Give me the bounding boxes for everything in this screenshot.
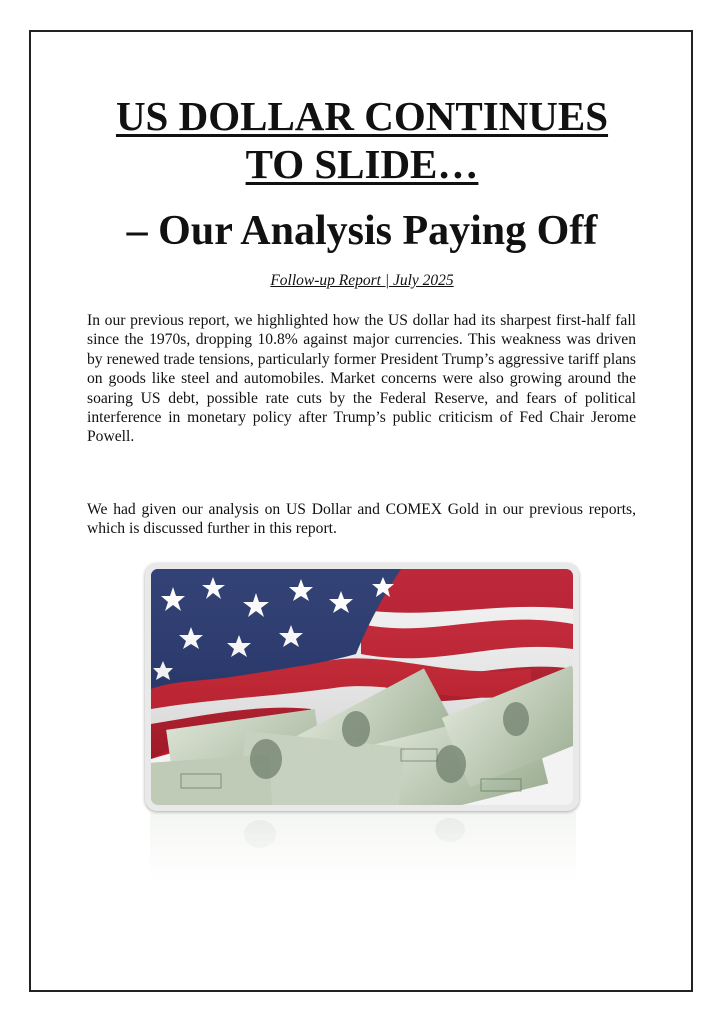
photo-reflection — [150, 812, 576, 882]
title-line-1: US DOLLAR CONTINUES — [115, 93, 609, 139]
report-date-line: Follow-up Report | July 2025 — [270, 272, 454, 289]
document-title — [60, 92, 664, 188]
flag-and-dollars-illustration — [151, 569, 573, 805]
document-subtitle: – Our Analysis Paying Off — [126, 208, 598, 254]
analysis-paragraph: We had given our analysis on US Dollar and COMEX Gold in our previous reports, which is discussed further in this report. — [87, 501, 636, 538]
flag-and-dollars-photo — [145, 563, 579, 811]
title-line-2: TO SLIDE… — [245, 141, 479, 187]
reflection-illustration — [150, 812, 576, 882]
intro-paragraph: In our previous report, we highlighted how the US dollar had its sharpest first-half fall since the 1970s, dropping 10.8% against major currencies. This weakness was driven by renewed trade tensions, particularly former President Trump’s aggressive tariff plans on goods like steel and automobiles. Market concerns were also growing around the soaring US debt, possible rate cuts by the Federal Reserve, and fears of political interference in monetary policy after Trump’s public criticism of Fed Chair Jerome Powell. — [87, 312, 636, 446]
